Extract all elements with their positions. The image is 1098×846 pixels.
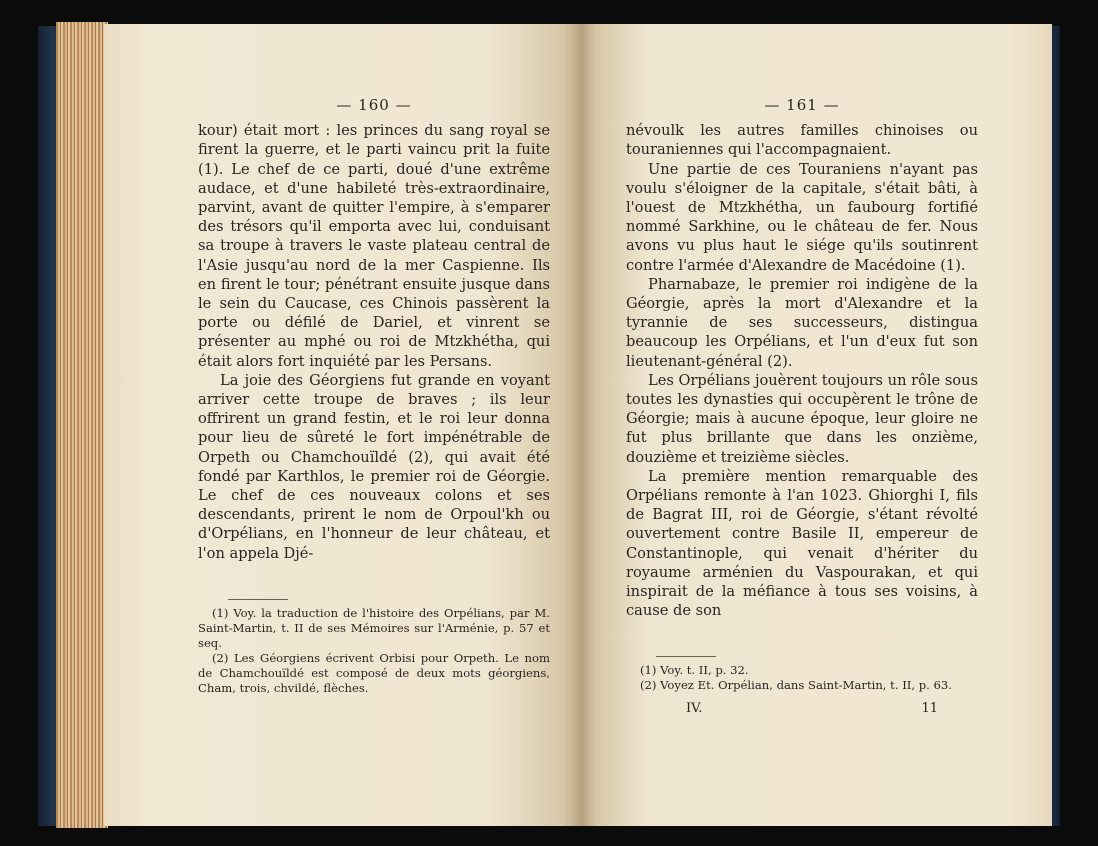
signature-line	[626, 699, 978, 718]
page-number-left: — 160 —	[336, 96, 412, 114]
signature-number: 11	[921, 701, 938, 717]
footnote: (1) Voy. la traduction de l'histoire des Orpélians, par M. Saint-Martin, t. II de ses Mémoires sur l'Arménie, p. 57 et seq.	[198, 605, 550, 650]
footnotes-right	[626, 663, 978, 693]
open-book	[38, 18, 1060, 836]
page-number-right: — 161 —	[764, 96, 840, 114]
footnote: (2) Les Géorgiens écrivent Orbisi pour Orpeth. Le nom de Chamchouïldé est composé de deux mots géorgiens, Cham, trois, chvildé, flèches.	[198, 650, 550, 695]
paragraph: La joie des Géorgiens fut grande en voyant arriver cette troupe de braves ; ils leur offrirent un grand festin, et le roi leur donna pour lieu de sûreté le fort impénétrable de Orpeth ou Chamchouïldé (2), qui avait été fondé par Karthlos, le premier roi de Géorgie. Le chef de ces nouveaux colons et ses descendants, prirent le nom de Orpoul'kh ou d'Orpélians, en l'honneur de leur château, et l'on appela Djé-	[198, 371, 550, 562]
paragraph: Les Orpélians jouèrent toujours un rôle sous toutes les dynasties qui occupèrent le trône de Géorgie; mais à aucune époque, leur gloire ne fut plus brillante que dans les onzième, douzième et treizième siècles.	[626, 371, 978, 466]
paragraph: La première mention remarquable des Orpélians remonte à l'an 1023. Ghiorghi I, fils de Bagrat III, roi de Géorgie, s'étant révolté ouvertement contre Basile II, empereur de Constantinople, qui venait d'hériter du royaume arménien du Vaspourakan, et qui inspirait de la méfiance à tous ses voisins, à cause de son	[626, 467, 978, 620]
paragraph: kour) était mort : les princes du sang royal se firent la guerre, et le parti vaincu prit la fuite (1). Le chef de ce parti, doué d'une extrême audace, et d'une habileté très-extraordinaire, parvint, avant de quitter l'empire, à s'emparer des trésors qu'il emporta avec lui, conduisant sa troupe à travers le vaste plateau central de l'Asie jusqu'au nord de la mer Caspienne. Ils en firent le tour; pénétrant ensuite jusque dans le sein du Caucase, ces Chinois passèrent la porte ou défilé de Dariel, et vinrent se présenter au mphé ou roi de Mtzkhétha, qui était alors fort inquiété par les Persans.	[198, 122, 550, 370]
footnote-rule	[656, 656, 716, 657]
left-page	[104, 24, 582, 826]
signature-mark: IV.	[686, 701, 703, 717]
paragraph: Pharnabaze, le premier roi indigène de la Géorgie, après la mort d'Alexandre et la tyrannie de ses successeurs, distingua beaucoup les Orpélians, et l'un d'eux fut son lieutenant-général (2).	[626, 275, 978, 370]
paragraph: Une partie de ces Touraniens n'ayant pas voulu s'éloigner de la capitale, s'était bâti, à l'ouest de Mtzkhétha, un faubourg fortifié nommé Sarkhine, ou le château de fer. Nous avons vu plus haut le siége qu'ils soutinrent contre l'armée d'Alexandre de Macédoine (1).	[626, 160, 978, 274]
footnote-rule	[228, 599, 288, 600]
footnotes-left	[198, 606, 550, 696]
footnote: (2) Voyez Et. Orpélian, dans Saint-Martin, t. II, p. 63.	[640, 678, 952, 693]
page-edges	[56, 22, 108, 828]
right-page	[582, 24, 1052, 826]
paragraph: névoulk les autres familles chinoises ou touraniennes qui l'accompagnaient.	[626, 122, 978, 159]
footnote: (1) Voy. t. II, p. 32.	[640, 663, 749, 678]
